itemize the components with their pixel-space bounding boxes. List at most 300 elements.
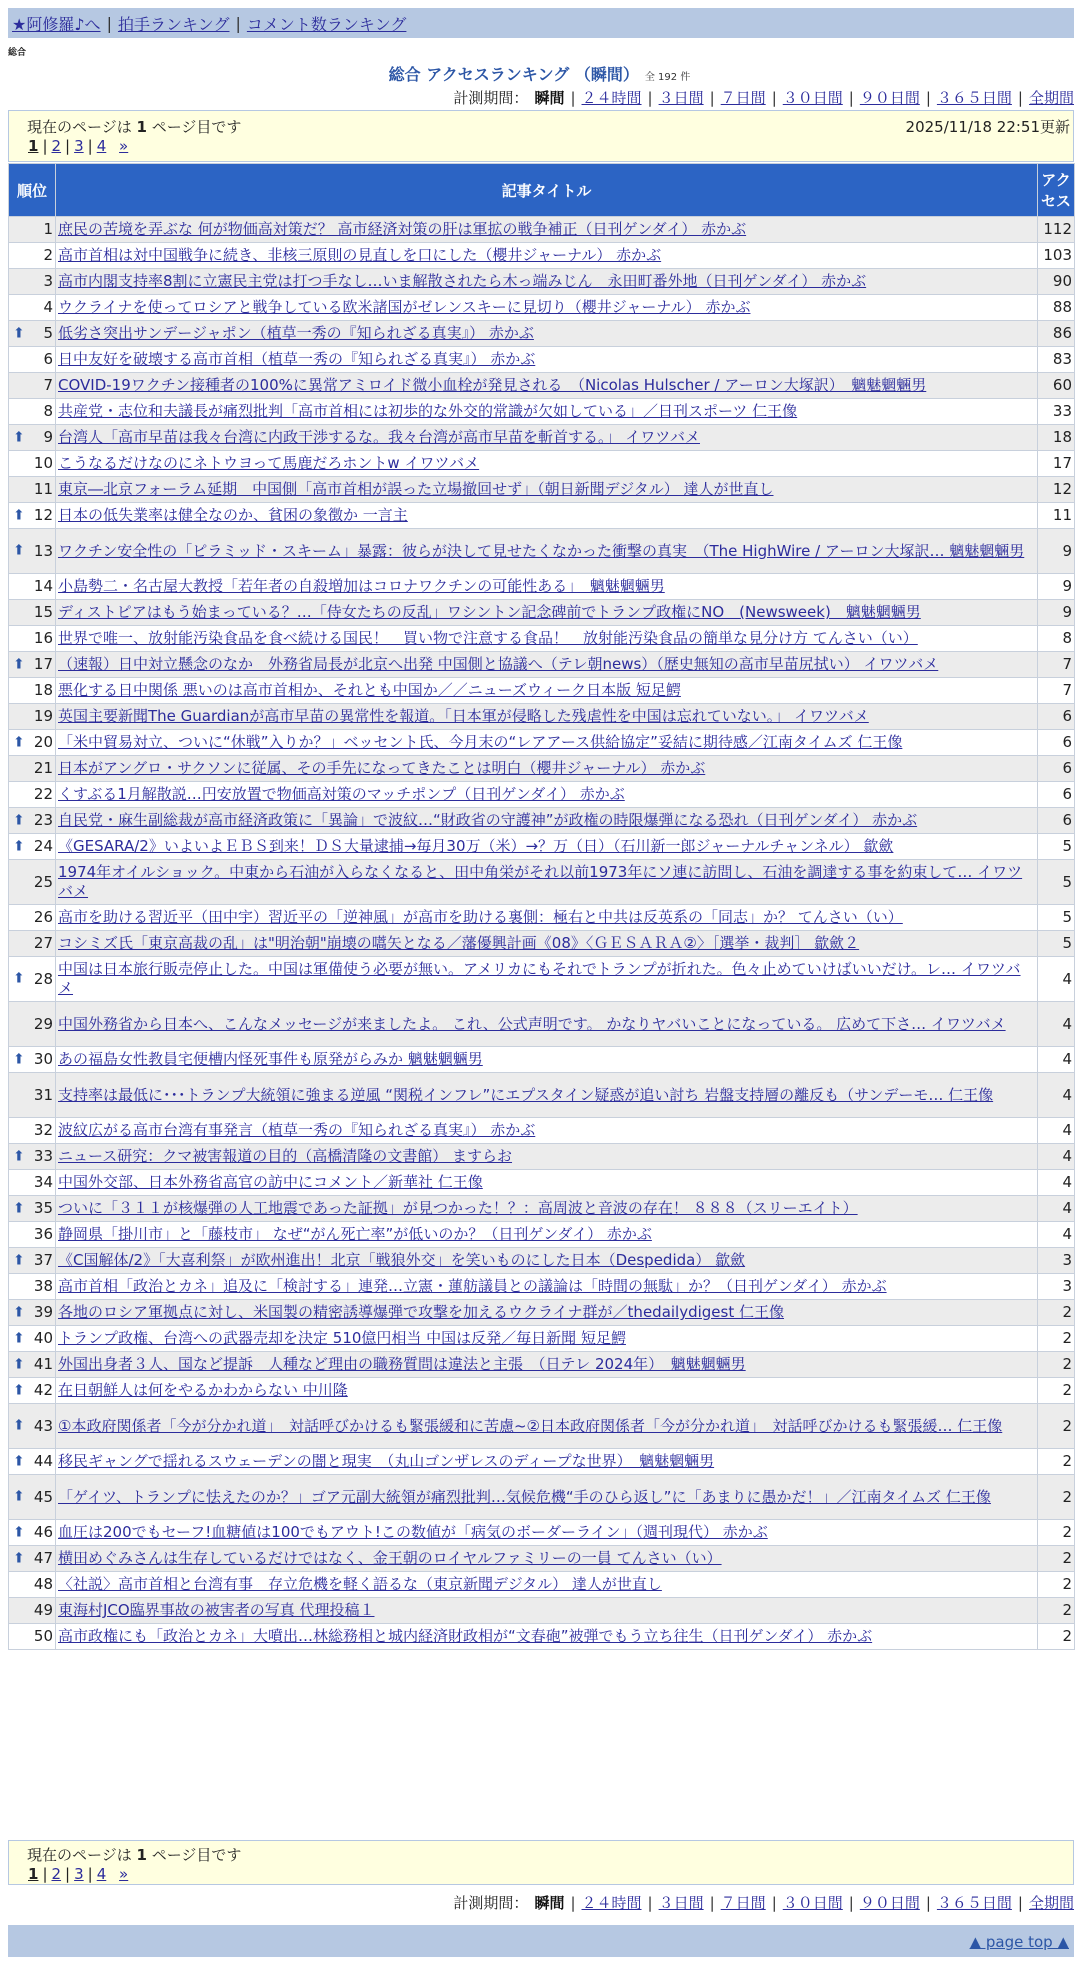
rank-number: 6 bbox=[43, 350, 53, 368]
access-count: 2 bbox=[1038, 1326, 1075, 1352]
pager-top bbox=[8, 110, 1074, 162]
up-arrow-icon: ⬆ bbox=[13, 507, 25, 523]
title-cell bbox=[56, 373, 1038, 399]
article-title-link[interactable]: 英国主要新聞The Guardianが高市早苗の異常性を報道。「日本軍が侵略した残虐性を中国は忘れていない。」 イワツバメ bbox=[58, 707, 869, 725]
page-link-3[interactable]: 3 bbox=[74, 137, 84, 155]
table-row bbox=[9, 529, 1075, 574]
rank-cell bbox=[9, 1002, 56, 1047]
access-count: 2 bbox=[1038, 1624, 1075, 1650]
access-count: 112 bbox=[1038, 217, 1075, 243]
rank-number: 22 bbox=[33, 785, 53, 803]
article-title-link[interactable]: 「米中貿易対立、ついに“休戦”入りか？」ベッセント氏、今月末の“レアアース供給協定”妥結に期待感／江南タイムズ 仁王像 bbox=[58, 733, 903, 751]
table-row bbox=[9, 243, 1075, 269]
rank-number: 8 bbox=[43, 402, 53, 420]
title-cell bbox=[56, 905, 1038, 931]
rank-cell bbox=[9, 1624, 56, 1650]
rank-cell bbox=[9, 269, 56, 295]
rank-cell bbox=[9, 782, 56, 808]
rank-number: 15 bbox=[33, 603, 53, 621]
up-arrow-icon: ⬆ bbox=[13, 325, 25, 341]
rank-cell bbox=[9, 678, 56, 704]
table-row bbox=[9, 1274, 1075, 1300]
rank-cell bbox=[9, 931, 56, 957]
title-cell bbox=[56, 1404, 1038, 1449]
access-count: 4 bbox=[1038, 957, 1075, 1002]
article-title-link[interactable]: （速報）日中対立懸念のなか 外務省局長が北京へ出発 中国側と協議へ（テレ朝news）（歴史無知の高市早苗尻拭い） イワツバメ bbox=[58, 655, 939, 673]
rank-number: 41 bbox=[33, 1355, 53, 1373]
access-count: 2 bbox=[1038, 1404, 1075, 1449]
access-count: 6 bbox=[1038, 756, 1075, 782]
up-arrow-icon: ⬆ bbox=[13, 1417, 25, 1434]
rank-cell bbox=[9, 295, 56, 321]
table-row bbox=[9, 957, 1075, 1002]
rank-number: 11 bbox=[33, 480, 53, 498]
period-label: 計測期間： bbox=[453, 89, 529, 107]
nav-separator: | bbox=[106, 13, 112, 33]
article-title-link[interactable]: 波紋広がる高市台湾有事発言（植草一秀の『知られざる真実』） 赤かぶ bbox=[58, 1121, 536, 1139]
period-link-365d[interactable]: ３６５日間 bbox=[936, 1894, 1012, 1912]
title-cell bbox=[56, 808, 1038, 834]
footer-bar bbox=[8, 1925, 1074, 1957]
rank-cell bbox=[9, 1300, 56, 1326]
article-title-link[interactable]: 静岡県「掛川市」と「藤枝市」 なぜ“がん死亡率”が低いのか？（日刊ゲンダイ） 赤かぶ bbox=[58, 1225, 652, 1243]
title-cell bbox=[56, 503, 1038, 529]
rank-number: 24 bbox=[33, 837, 53, 855]
rank-number: 18 bbox=[33, 681, 53, 699]
title-cell bbox=[56, 529, 1038, 574]
article-title-link[interactable]: 日本がアングロ・サクソンに従属、その手先になってきたことは明白（櫻井ジャーナル） 赤かぶ bbox=[58, 759, 706, 777]
rank-number: 20 bbox=[33, 733, 53, 751]
access-count: 7 bbox=[1038, 652, 1075, 678]
title-cell bbox=[56, 1274, 1038, 1300]
title-cell bbox=[56, 957, 1038, 1002]
article-title-link[interactable]: 高市を助ける習近平（田中宇）習近平の「逆神風」が高市を助ける裏側：極右と中共は反英系の「同志」か？ てんさい（い） bbox=[58, 908, 903, 926]
table-row bbox=[9, 652, 1075, 678]
table-row bbox=[9, 347, 1075, 373]
rank-number: 2 bbox=[43, 246, 53, 264]
rank-number: 50 bbox=[33, 1627, 53, 1645]
article-title-link[interactable]: 1974年オイルショック。中東から石油が入らなくなると、田中角栄がそれ以前1973年にソ連に訪問し、石油を調達する事を約束して… イワツバメ bbox=[58, 863, 1023, 900]
article-title-link[interactable]: 中国は日本旅行販売停止した。中国は軍備使う必要が無い。アメリカにもそれでトランプが折れた。色々止めていけばいいだけ。レ… イワツバメ bbox=[58, 960, 1021, 997]
rank-number: 38 bbox=[33, 1277, 53, 1295]
rank-cell bbox=[9, 574, 56, 600]
rank-cell bbox=[9, 1572, 56, 1598]
period-link-24h[interactable]: ２４時間 bbox=[581, 1894, 642, 1912]
access-count: 9 bbox=[1038, 574, 1075, 600]
rank-cell bbox=[9, 321, 56, 347]
rank-cell bbox=[9, 1118, 56, 1144]
period-selector-bottom: 計測期間： 瞬間 | ２４時間 | ３日間 | ７日間 | ３０日間 | ９０日間 | ３６５日間 | 全期間 bbox=[453, 1894, 1074, 1912]
title-cell bbox=[56, 1624, 1038, 1650]
article-title-link[interactable]: あの福島女性教員宅便槽内怪死事件も原発がらみか 魑魅魍魎男 bbox=[58, 1050, 483, 1068]
access-count: 103 bbox=[1038, 243, 1075, 269]
period-link-all[interactable]: 全期間 bbox=[1028, 1894, 1074, 1912]
title-cell bbox=[56, 1073, 1038, 1118]
title-cell bbox=[56, 834, 1038, 860]
access-count: 83 bbox=[1038, 347, 1075, 373]
up-arrow-icon: ⬆ bbox=[13, 429, 25, 445]
rank-cell bbox=[9, 1520, 56, 1546]
article-title-link[interactable]: 《GESARA/2》いよいよＥＢＳ到来！ＤＳ大量逮捕→毎月30万（米）→？万（日）（石川新一郎ジャーナルチャンネル） 歙歛 bbox=[58, 837, 894, 855]
rank-cell bbox=[9, 243, 56, 269]
up-arrow-icon: ⬆ bbox=[13, 1330, 25, 1346]
access-count: 2 bbox=[1038, 1378, 1075, 1404]
article-title-link[interactable]: 東京―北京フォーラム延期 中国側「高市首相が誤った立場撤回せず」（朝日新聞デジタル） 達人が世直し bbox=[58, 480, 774, 498]
article-title-link[interactable]: 低劣さ突出サンデージャポン（植草一秀の『知られざる真実』） 赤かぶ bbox=[58, 324, 534, 342]
page-links: 1 | 2 | 3 | 4 » bbox=[28, 1865, 129, 1883]
title-cell bbox=[56, 626, 1038, 652]
article-title-link[interactable]: 《C国解体/2》「大喜利祭」が欧州進出！北京「戦狼外交」を笑いものにした日本（Despedida） 歙歛 bbox=[58, 1251, 746, 1269]
table-row bbox=[9, 1196, 1075, 1222]
title-cell bbox=[56, 1047, 1038, 1073]
rank-number: 23 bbox=[33, 811, 53, 829]
table-row bbox=[9, 756, 1075, 782]
rank-cell bbox=[9, 905, 56, 931]
rank-cell bbox=[9, 217, 56, 243]
article-title-link[interactable]: ①本政府関係者「今が分かれ道」 対話呼びかけるも緊張緩和に苦慮~②日本政府関係者「今が分かれ道」 対話呼びかけるも緊張緩… 仁王像 bbox=[58, 1416, 1003, 1435]
period-label: 計測期間： bbox=[453, 1894, 529, 1912]
rank-number: 29 bbox=[33, 1014, 53, 1033]
page-link-next[interactable]: » bbox=[119, 1865, 129, 1883]
up-arrow-icon: ⬆ bbox=[13, 734, 25, 750]
title-cell bbox=[56, 1326, 1038, 1352]
article-title-link[interactable]: トランプ政権、台湾への武器売却を決定 510億円相当 中国は反発／毎日新聞 短足鰐 bbox=[58, 1329, 626, 1347]
access-count: 2 bbox=[1038, 1475, 1075, 1520]
title-cell bbox=[56, 217, 1038, 243]
period-link-90d[interactable]: ９０日間 bbox=[859, 89, 920, 107]
access-count: 12 bbox=[1038, 477, 1075, 503]
access-count: 7 bbox=[1038, 678, 1075, 704]
table-row bbox=[9, 1572, 1075, 1598]
ranking-table bbox=[8, 163, 1075, 1650]
article-title-link[interactable]: 小島勢二・名古屋大教授「若年者の自殺増加はコロナワクチンの可能性ある」 魑魅魍魎男 bbox=[58, 577, 665, 595]
table-row bbox=[9, 1002, 1075, 1047]
table-row bbox=[9, 1144, 1075, 1170]
access-count: 17 bbox=[1038, 451, 1075, 477]
access-count: 4 bbox=[1038, 1196, 1075, 1222]
access-count: 2 bbox=[1038, 1546, 1075, 1572]
article-title-link[interactable]: 世界で唯一、放射能汚染食品を食べ続ける国民！ 買い物で注意する食品！ 放射能汚染食品の簡単な見分け方 てんさい（い） bbox=[58, 629, 918, 647]
rank-number: 28 bbox=[33, 969, 53, 988]
access-count: 9 bbox=[1038, 529, 1075, 574]
page-link-2[interactable]: 2 bbox=[51, 137, 62, 155]
table-row bbox=[9, 905, 1075, 931]
table-row bbox=[9, 834, 1075, 860]
rank-number: 19 bbox=[33, 707, 53, 725]
title-cell bbox=[56, 269, 1038, 295]
access-count: 4 bbox=[1038, 1222, 1075, 1248]
page-link-4[interactable]: 4 bbox=[96, 137, 107, 155]
rank-cell bbox=[9, 652, 56, 678]
access-count: 8 bbox=[1038, 626, 1075, 652]
period-link-7d[interactable]: ７日間 bbox=[720, 89, 766, 107]
table-row bbox=[9, 1475, 1075, 1520]
period-link-365d[interactable]: ３６５日間 bbox=[936, 89, 1012, 107]
title-cell bbox=[56, 1300, 1038, 1326]
article-title-link[interactable]: ウクライナを使ってロシアと戦争している欧米諸国がゼレンスキーに見切り（櫻井ジャーナル） 赤かぶ bbox=[58, 298, 751, 316]
rank-number: 25 bbox=[33, 872, 53, 891]
access-count: 3 bbox=[1038, 1274, 1075, 1300]
access-count: 6 bbox=[1038, 704, 1075, 730]
rank-cell bbox=[9, 399, 56, 425]
table-row bbox=[9, 1520, 1075, 1546]
table-row bbox=[9, 1300, 1075, 1326]
article-title-link[interactable]: ニュース研究：クマ被害報道の目的（高橋清隆の文書館） ますらお bbox=[58, 1147, 513, 1165]
title-cell bbox=[56, 477, 1038, 503]
access-count: 2 bbox=[1038, 1352, 1075, 1378]
title-cell bbox=[56, 451, 1038, 477]
up-arrow-icon: ⬆ bbox=[13, 1488, 25, 1505]
rank-number: 12 bbox=[33, 506, 53, 524]
rank-cell bbox=[9, 347, 56, 373]
article-title-link[interactable]: COVID-19ワクチン接種者の100%に異常アミロイド微小血栓が発見される （Nicolas Hulscher / アーロン大塚訳） 魑魅魍魎男 bbox=[58, 376, 927, 394]
rank-cell bbox=[9, 730, 56, 756]
rank-number: 17 bbox=[33, 655, 53, 673]
rank-number: 10 bbox=[33, 454, 53, 472]
access-count: 86 bbox=[1038, 321, 1075, 347]
rank-cell bbox=[9, 1248, 56, 1274]
title-cell bbox=[56, 1170, 1038, 1196]
title-cell bbox=[56, 1598, 1038, 1624]
table-row bbox=[9, 860, 1075, 905]
page-link-4[interactable]: 4 bbox=[96, 1865, 107, 1883]
title-cell bbox=[56, 1546, 1038, 1572]
rank-cell bbox=[9, 808, 56, 834]
article-title-link[interactable]: ワクチン安全性の「ピラミッド・スキーム」暴露：彼らが決して見せたくなかった衝撃の真実 （The HighWire / アーロン大塚訳… 魑魅魍魎男 bbox=[58, 541, 1025, 560]
table-row bbox=[9, 626, 1075, 652]
title-cell bbox=[56, 678, 1038, 704]
ranking-rows bbox=[9, 217, 1075, 1650]
up-arrow-icon: ⬆ bbox=[13, 1550, 25, 1566]
title-cell bbox=[56, 1222, 1038, 1248]
article-title-link[interactable]: 高市首相は対中国戦争に続き、非核三原則の見直しを口にした（櫻井ジャーナル） 赤かぶ bbox=[58, 246, 662, 264]
table-row bbox=[9, 704, 1075, 730]
article-title-link[interactable]: コシミズ氏「東京高裁の乱」は"明治朝"崩壊の嚆矢となる／藩優興計画《08》〈ＧＥＳＡＲＡ②〉［選挙・裁判］ 歙歛２ bbox=[58, 934, 860, 952]
article-title-link[interactable]: 各地のロシア軍拠点に対し、米国製の精密誘導爆弾で攻撃を加えるウクライナ群が／thedailydigest 仁王像 bbox=[58, 1303, 784, 1321]
rank-cell bbox=[9, 1546, 56, 1572]
title-cell bbox=[56, 1248, 1038, 1274]
article-title-link[interactable]: ディストピアはもう始まっている？…「侍女たちの反乱」ワシントン記念碑前でトランプ政権にNO (Newsweek) 魑魅魍魎男 bbox=[58, 603, 921, 621]
article-title-link[interactable]: 血圧は200でもセーフ!血糖値は100でもアウト!この数値が「病気のボーダーライン」（週刊現代） 赤かぶ bbox=[58, 1523, 768, 1541]
access-count: 5 bbox=[1038, 860, 1075, 905]
page-link-2[interactable]: 2 bbox=[51, 1865, 62, 1883]
table-row bbox=[9, 1170, 1075, 1196]
ranking-heading bbox=[0, 62, 1079, 85]
rank-number: 1 bbox=[43, 220, 53, 238]
period-link-3d[interactable]: ３日間 bbox=[658, 1894, 704, 1912]
rank-number: 32 bbox=[33, 1121, 53, 1139]
title-cell bbox=[56, 321, 1038, 347]
access-count: 2 bbox=[1038, 1598, 1075, 1624]
rank-number: 49 bbox=[33, 1601, 53, 1619]
article-title-link[interactable]: 台湾人「高市早苗は我々台湾に内政干渉するな。我々台湾が高市早苗を斬首する。」 イワツバメ bbox=[58, 428, 700, 446]
up-arrow-icon: ⬆ bbox=[13, 656, 25, 672]
period-link-24h[interactable]: ２４時間 bbox=[581, 89, 642, 107]
article-title-link[interactable]: 日本の低失業率は健全なのか、貧困の象徴か 一言主 bbox=[58, 506, 408, 524]
rank-cell bbox=[9, 1598, 56, 1624]
nav-link-comment-ranking[interactable]: コメント数ランキング bbox=[246, 14, 407, 34]
rank-number: 4 bbox=[43, 298, 53, 316]
access-count: 2 bbox=[1038, 1520, 1075, 1546]
table-row bbox=[9, 600, 1075, 626]
article-title-link[interactable]: 〈社説〉高市首相と台湾有事 存立危機を軽く語るな（東京新聞デジタル） 達人が世直し bbox=[58, 1575, 662, 1593]
rank-cell bbox=[9, 860, 56, 905]
table-row bbox=[9, 1326, 1075, 1352]
title-cell bbox=[56, 347, 1038, 373]
title-cell bbox=[56, 1352, 1038, 1378]
rank-number: 36 bbox=[33, 1225, 53, 1243]
access-count: 3 bbox=[1038, 1248, 1075, 1274]
page-link-3[interactable]: 3 bbox=[74, 1865, 84, 1883]
article-title-link[interactable]: 悪化する日中関係 悪いのは高市首相か、それとも中国か／／ニューズウィーク日本版 短足鰐 bbox=[58, 681, 681, 699]
rank-cell bbox=[9, 1352, 56, 1378]
period-link-3d[interactable]: ３日間 bbox=[658, 89, 704, 107]
article-title-link[interactable]: 高市内閣支持率8割に立憲民主党は打つ手なし…いま解散されたら木っ端みじん 永田町番外地（日刊ゲンダイ） 赤かぶ bbox=[58, 272, 867, 290]
up-arrow-icon: ⬆ bbox=[13, 1453, 25, 1469]
table-row bbox=[9, 1222, 1075, 1248]
access-count: 5 bbox=[1038, 834, 1075, 860]
up-arrow-icon: ⬆ bbox=[13, 1382, 25, 1398]
rank-number: 26 bbox=[33, 908, 53, 926]
article-title-link[interactable]: 高市政権にも「政治とカネ」大噴出…林総務相と城内経済財政相が“文春砲”被弾でもう立ち往生（日刊ゲンダイ） 赤かぶ bbox=[58, 1627, 873, 1645]
access-count: 18 bbox=[1038, 425, 1075, 451]
page-links: 1 | 2 | 3 | 4 » bbox=[28, 137, 129, 155]
title-cell bbox=[56, 652, 1038, 678]
article-title-link[interactable]: 「ゲイツ、トランプに怯えたのか？」ゴア元副大統領が痛烈批判…気候危機“手のひら返し”に「あまりに愚かだ！」／江南タイムズ 仁王像 bbox=[58, 1487, 991, 1506]
table-row bbox=[9, 1118, 1075, 1144]
nav-link-asyura-home[interactable]: ★阿修羅♪へ bbox=[12, 14, 101, 34]
up-arrow-icon: ⬆ bbox=[13, 1200, 25, 1216]
access-count: 88 bbox=[1038, 295, 1075, 321]
table-row bbox=[9, 451, 1075, 477]
article-title-link[interactable]: こうなるだけなのにネトウヨって馬鹿だろホントw イワツバメ bbox=[58, 454, 480, 472]
title-cell bbox=[56, 1144, 1038, 1170]
article-title-link[interactable]: 高市首相「政治とカネ」追及に「検討する」連発…立憲・蓮舫議員との議論は「時間の無駄」か？（日刊ゲンダイ） 赤かぶ bbox=[58, 1277, 887, 1295]
rank-cell bbox=[9, 626, 56, 652]
period-link-7d[interactable]: ７日間 bbox=[720, 1894, 766, 1912]
article-title-link[interactable]: 在日朝鮮人は何をやるかわからない 中川隆 bbox=[58, 1381, 348, 1399]
title-cell bbox=[56, 399, 1038, 425]
top-nav-bar bbox=[8, 8, 1074, 38]
up-arrow-icon: ⬆ bbox=[13, 970, 25, 987]
table-row bbox=[9, 1248, 1075, 1274]
article-title-link[interactable]: 支持率は最低に･･･トランプ大統領に強まる逆風 “関税インフレ”にエプスタイン疑惑が追い討ち 岩盤支持層の離反も（サンデーモ… 仁王像 bbox=[58, 1085, 994, 1104]
table-row bbox=[9, 808, 1075, 834]
article-title-link[interactable]: 庶民の苦境を弄ぶな 何が物価高対策だ？ 高市経済対策の肝は軍拡の戦争補正（日刊ゲンダイ） 赤かぶ bbox=[58, 220, 747, 238]
rank-number: 14 bbox=[33, 577, 53, 595]
title-cell bbox=[56, 782, 1038, 808]
period-link-30d[interactable]: ３０日間 bbox=[782, 89, 843, 107]
table-row bbox=[9, 503, 1075, 529]
rank-number: 44 bbox=[33, 1452, 53, 1470]
table-row bbox=[9, 1546, 1075, 1572]
rank-number: 27 bbox=[33, 934, 53, 952]
access-count: 4 bbox=[1038, 1170, 1075, 1196]
rank-number: 43 bbox=[33, 1416, 53, 1435]
article-title-link[interactable]: 自民党・麻生副総裁が高市経済政策に「異論」で波紋…“財政省の守護神”が政権の時限爆弾になる恐れ（日刊ゲンダイ） 赤かぶ bbox=[58, 811, 918, 829]
rank-number: 31 bbox=[33, 1085, 53, 1104]
rank-cell bbox=[9, 1378, 56, 1404]
rank-cell bbox=[9, 451, 56, 477]
table-row bbox=[9, 321, 1075, 347]
title-cell bbox=[56, 243, 1038, 269]
article-title-link[interactable]: 東海村JCO臨界事故の被害者の写真 代理投稿１ bbox=[58, 1601, 375, 1619]
title-cell bbox=[56, 860, 1038, 905]
access-count: 5 bbox=[1038, 905, 1075, 931]
title-cell bbox=[56, 931, 1038, 957]
access-count: 4 bbox=[1038, 1002, 1075, 1047]
updated-timestamp: 2025/11/18 22:51更新 bbox=[905, 118, 1070, 136]
title-cell bbox=[56, 730, 1038, 756]
page-current: 1 bbox=[28, 1865, 39, 1883]
title-cell bbox=[56, 1118, 1038, 1144]
period-link-30d[interactable]: ３０日間 bbox=[782, 1894, 843, 1912]
period-link-all[interactable]: 全期間 bbox=[1028, 89, 1074, 107]
rank-cell bbox=[9, 1196, 56, 1222]
rank-cell bbox=[9, 1326, 56, 1352]
article-title-link[interactable]: くすぶる1月解散説…円安放置で物価高対策のマッチポンプ（日刊ゲンダイ） 赤かぶ bbox=[58, 785, 625, 803]
period-link-90d[interactable]: ９０日間 bbox=[859, 1894, 920, 1912]
access-count: 5 bbox=[1038, 931, 1075, 957]
article-title-link[interactable]: 外国出身者３人、国など提訴 人種など理由の職務質問は違法と主張 （日テレ 2024年） 魑魅魍魎男 bbox=[58, 1355, 746, 1373]
rank-number: 9 bbox=[43, 428, 53, 446]
page-current: 1 bbox=[28, 137, 39, 155]
title-cell bbox=[56, 1449, 1038, 1475]
article-title-link[interactable]: 移民ギャングで揺れるスウェーデンの闇と現実 （丸山ゴンザレスのディープな世界） 魑魅魍魎男 bbox=[58, 1452, 715, 1470]
title-cell bbox=[56, 295, 1038, 321]
table-row bbox=[9, 269, 1075, 295]
access-count: 90 bbox=[1038, 269, 1075, 295]
col-header-title: 記事タイトル bbox=[56, 164, 1038, 217]
rank-cell bbox=[9, 373, 56, 399]
rank-cell bbox=[9, 1170, 56, 1196]
total-count: 全 192 件 bbox=[644, 72, 691, 83]
rank-cell bbox=[9, 477, 56, 503]
rank-cell bbox=[9, 756, 56, 782]
title-cell bbox=[56, 1002, 1038, 1047]
table-row bbox=[9, 399, 1075, 425]
article-title-link[interactable]: 中国外交部、日本外務省高官の訪中にコメント／新華社 仁王像 bbox=[58, 1173, 483, 1191]
rank-number: 37 bbox=[33, 1251, 53, 1269]
article-title-link[interactable]: 中国外務省から日本へ、こんなメッセージが来ましたよ。 これ、公式声明です。 かなりヤバいことになっている。 広めて下さ… イワツバメ bbox=[58, 1014, 1006, 1033]
table-row bbox=[9, 1378, 1075, 1404]
rank-number: 33 bbox=[33, 1147, 53, 1165]
rank-number: 34 bbox=[33, 1173, 53, 1191]
current-page-text: 現在のページは 1 ページ目です bbox=[27, 1846, 242, 1864]
article-title-link[interactable]: ついに「３１１が核爆弾の人工地震であった証拠」が見つかった！？：高周波と音波の存在！ ８８８（スリーエイト） bbox=[58, 1199, 858, 1217]
access-count: 11 bbox=[1038, 503, 1075, 529]
page-top-link[interactable]: ▲ page top ▲ bbox=[969, 1933, 1069, 1951]
article-title-link[interactable]: 日中友好を破壊する高市首相（植草一秀の『知られざる真実』） 赤かぶ bbox=[58, 350, 536, 368]
period-current: 瞬間 bbox=[534, 89, 565, 107]
table-row bbox=[9, 1047, 1075, 1073]
page-link-next[interactable]: » bbox=[119, 137, 129, 155]
rank-cell bbox=[9, 1274, 56, 1300]
nav-link-clap-ranking[interactable]: 拍手ランキング bbox=[117, 14, 230, 34]
table-row bbox=[9, 477, 1075, 503]
article-title-link[interactable]: 横田めぐみさんは生存しているだけではなく、金王朝のロイヤルファミリーの一員 てんさい（い） bbox=[58, 1549, 722, 1567]
rank-cell bbox=[9, 600, 56, 626]
article-title-link[interactable]: 共産党・志位和夫議長が痛烈批判「高市首相には初歩的な外交的常識が欠如している」／日刊スポーツ 仁王像 bbox=[58, 402, 798, 420]
rank-number: 13 bbox=[33, 541, 53, 560]
rank-number: 39 bbox=[33, 1303, 53, 1321]
table-row bbox=[9, 1404, 1075, 1449]
category-label: 総合 bbox=[8, 48, 27, 58]
access-count: 4 bbox=[1038, 1118, 1075, 1144]
up-arrow-icon: ⬆ bbox=[13, 838, 25, 854]
access-count: 33 bbox=[1038, 399, 1075, 425]
table-row bbox=[9, 295, 1075, 321]
